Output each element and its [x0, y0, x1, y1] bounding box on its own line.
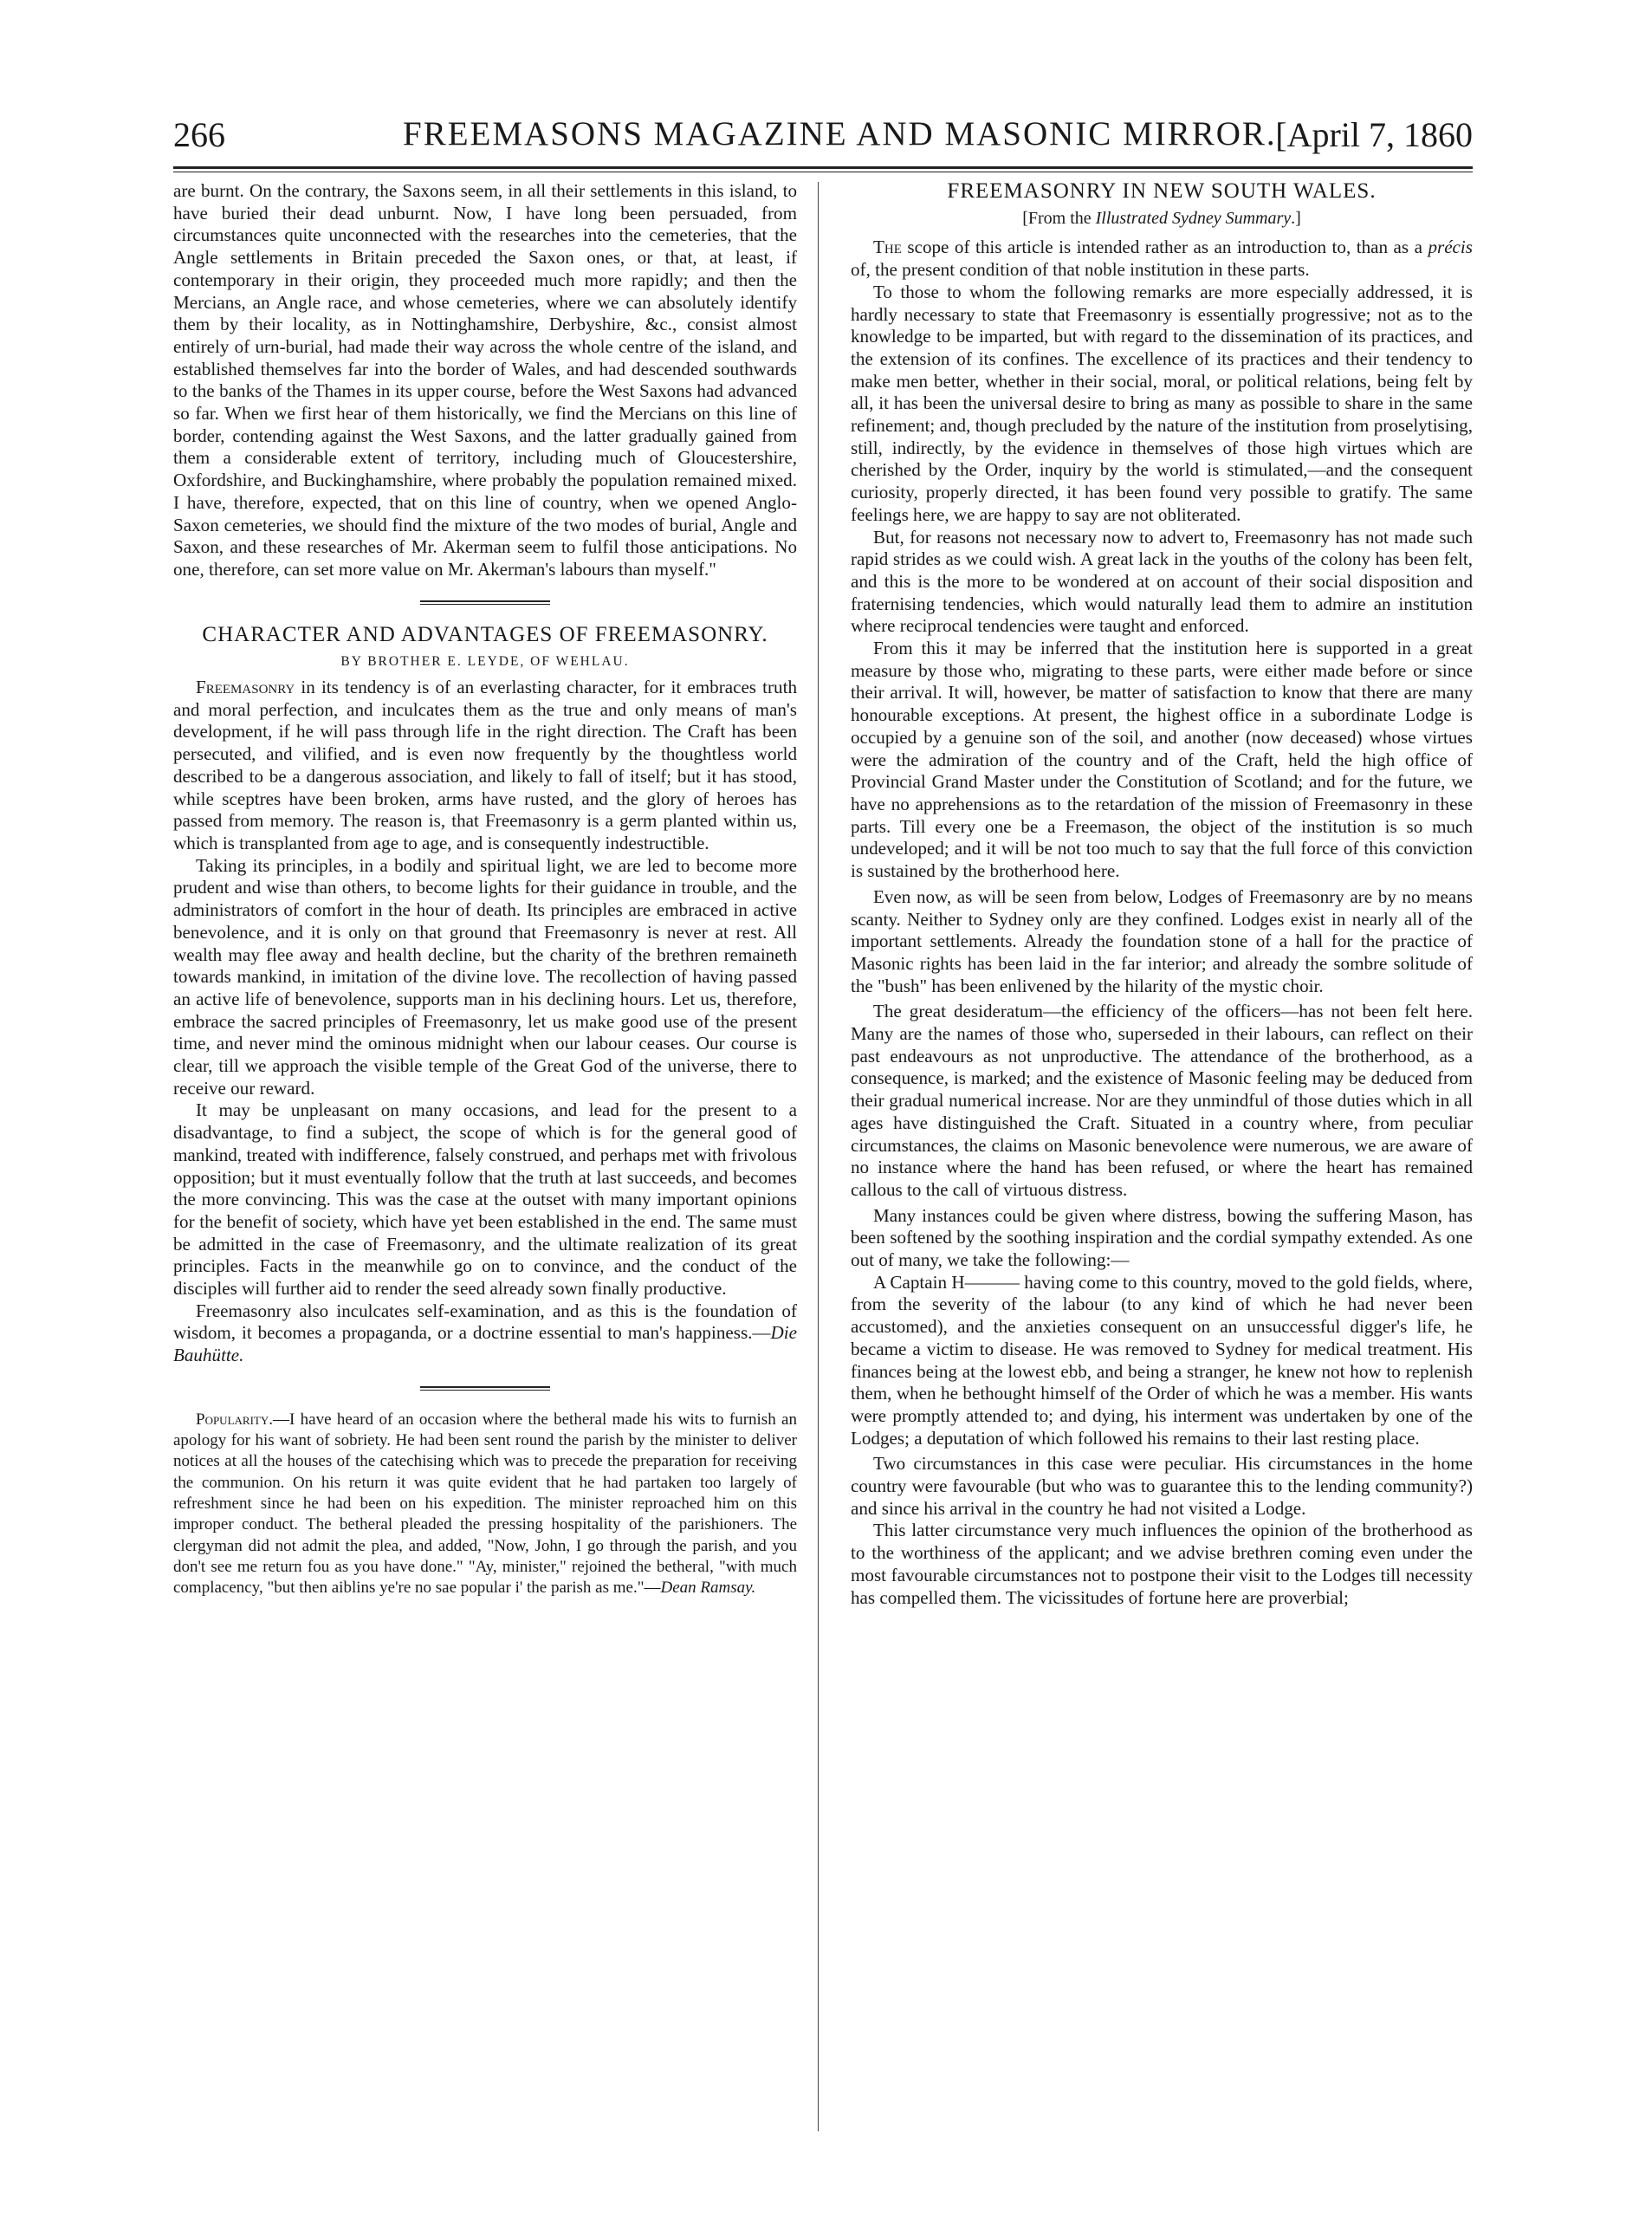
- article-source: [From the Illustrated Sydney Summary.]: [1022, 208, 1301, 228]
- signature: Die Bauhütte.: [173, 1322, 797, 1366]
- article-paragraph: This latter circumstance very much influences the opinion of the brotherhood as to the worthiness of the applicant; and we advise brethren coming even under the most favourable circumstances not to postpone their visit to the Lodges till necessity has compelled them. The vicissitudes of fortune here are proverbial;: [851, 1520, 1473, 1608]
- article-paragraph: Two circumstances in this case were peculiar. His circumstances in the home country were favourable (but who was to guarantee this to the lending community?) and since his arrival in the country he had not visited a Lodge.: [851, 1453, 1473, 1519]
- article-paragraph: Many instances could be given where distress, bowing the suffering Mason, has been softened by the soothing inspiration and the cordial sympathy extended. As one out of many, we take the following:—: [851, 1204, 1473, 1271]
- article-heading: FREEMASONRY IN NEW SOUTH WALES.: [947, 179, 1377, 203]
- anecdote-lead: Popularity.: [196, 1410, 273, 1429]
- article-paragraph: The great desideratum—the efficiency of the officers—has not been felt here. Many are the names of those who, superseded in their labours, can reflect on their past endeavours as not unproductive. The attendance of the brotherhood, as a consequence, is marked; and the existence of Masonic feeling may be deduced from their gradual numerical increase. Nor are they unmindful of those duties which in all ages have distinguished the Craft. Situated in a country where, from peculiar circumstances, the claims on Masonic benevolence were numerous, we are aware of no instance where the hand has been refused, or where the heart has remained callous to the call of virtuous distress.: [851, 1001, 1473, 1200]
- article-paragraph: From this it may be inferred that the institution here is supported in a great measure by those who, migrating to these parts, were either made before or since their arrival. It will, however, be matter of satisfaction to know that there are many honourable exceptions. At present, the highest office in a subordinate Lodge is occupied by a genuine son of the soil, and another (now deceased) whose virtues were the admiration of the country and of the Craft, held the high office of Provincial Grand Master under the Constitution of Scotland; and for the future, we have no apprehensions as to the retardation of the mission of Freemasonry in these parts. Till every one be a Freemason, the object of the institution is so much undeveloped; and it will be not too much to say that the full force of this conviction is sustained by the brotherhood here.: [851, 638, 1473, 882]
- continued-paragraph: are burnt. On the contrary, the Saxons seem, in all their settlements in this island, to have buried their dead unburnt. Now, I have long been persuaded, from circumstances quite unconnected with the researches into the cemeteries, that the Angle settlements in Britain preceded the Saxon ones, or that, at least, if contemporary in their origin, they proceeded much more rapidly; and then the Mercians, an Angle race, and whose cemeteries, where we can absolutely identify them by their locality, as in Nottinghamshire, Derbyshire, &c., consist almost entirely of urn-burial, had made their way across the whole centre of the island, and established themselves far into the border of Wales, and had descended southwards to the banks of the Thames in its upper course, before the West Saxons had advanced so far. When we first hear of them historically, we find the Mercians on this line of border, contending against the West Saxons, and the latter gradually gained from them a considerable extent of territory, including much of Gloucestershire, Oxfordshire, and Buckinghamshire, where probably the population remained mixed. I have, therefore, expected, that on this line of country, when we opened Anglo-Saxon cemeteries, we should find the mixture of the two modes of burial, Angle and Saxon, and these researches of Mr. Akerman seem to fulfil those anticipations. No one, therefore, can set more value on Mr. Akerman's labours than myself.": [173, 180, 797, 580]
- masthead-rule: [173, 166, 1473, 172]
- page-number: 266: [173, 115, 225, 154]
- article-heading: CHARACTER AND ADVANTAGES OF FREEMASONRY.: [202, 622, 768, 646]
- source-title: Illustrated Sydney Summary: [1095, 208, 1292, 228]
- article-paragraph: It may be unpleasant on many occasions, and lead for the present to a disadvantage, to find a subject, the scope of which is for the general good of mankind, treated with indifference, falsely construed, and perhaps met with frivolous opposition; but it must eventually follow that the truth at last succeeds, and becomes the more convincing. This was the case at the outset with many important opinions for the benefit of society, which have yet been established in the end. The same must be admitted in the case of Freemasonry, and the ultimate realization of its great principles. Facts in the meanwhile go on to convince, and the conduct of the disciples will further aid to render the seed already sown finally productive.: [173, 1099, 797, 1300]
- left-column: [173, 180, 797, 1599]
- article-paragraph: Taking its principles, in a bodily and spiritual light, we are led to become more prudent and wise than others, to become lights for their guidance in trouble, and the administrators of comfort in the hour of death. Its principles are embraced in active benevolence, and it is only on that ground that Freemasonry is never at rest. All wealth may flee away and health decline, but the charity of the brethren remaineth towards mankind, in imitation of the divine love. The recollection of having passed an active life of benevolence, supports man in his declining hours. Let us, therefore, embrace the sacred principles of Freemasonry, let us make good use of the present time, and never mind the ominous midnight when our labour ceases. Our course is clear, till we approach the visible temple of the Great God of the universe, there to receive our reward.: [173, 854, 797, 1099]
- drop-lead: Freemasonry: [196, 677, 295, 698]
- right-column: [851, 180, 1473, 1609]
- drop-lead: The: [873, 237, 902, 258]
- article-paragraph: Freemasonry in its tendency is of an everlasting character, for it embraces truth and moral perfection, and inculcates them as the true and only means of man's development, if he will pass through life in the right direction. The Craft has been persecuted, and vilified, and is even now frequently by the thoughtless world described to be a dangerous association, and likely to fall of itself; but it has stood, while sceptres have been broken, arms have rusted, and the glory of heroes has passed from memory. The reason is, that Freemasonry is a germ planted within us, which is transplanted from age to age, and is consequently indestructible.: [173, 677, 797, 853]
- article-paragraph: Freemasonry also inculcates self-examination, and as this is the foundation of wisdom, it becomes a propaganda, or a doctrine essential to man's happiness.—Die Bauhütte.: [173, 1300, 797, 1366]
- section-divider: [420, 600, 550, 605]
- section-divider: [420, 1386, 550, 1391]
- signature: Dean Ramsay.: [660, 1579, 756, 1598]
- article-paragraph: But, for reasons not necessary now to advert to, Freemasonry has not made such rapid strides as we could wish. A great lack in the youths of the colony has been felt, and this is the more to be wondered at on account of their social disposition and fraternising tendencies, which would naturally lead them to admire an institution where reciprocal tendencies were taught and enforced.: [851, 526, 1473, 637]
- article-paragraph: Even now, as will be seen from below, Lodges of Freemasonry are by no means scanty. Neither to Sydney only are they confined. Lodges exist in nearly all of the important settlements. Already the foundation stone of a hall for the practice of Masonic rights has been laid in the far interior; and already the sombre solitude of the "bush" has been enlivened by the hilarity of the mystic choir.: [851, 885, 1473, 996]
- article-paragraph: A Captain H——— having come to this country, moved to the gold fields, where, from the severity of the labour (to any kind of which he had never been accustomed), and the anxieties consequent on an unsuccessful digger's life, he became a victim to disease. He was removed to Sydney for medical treatment. His finances being at the lowest ebb, and being a stranger, he knew not how to replenish them, when he bethought himself of the Order of which he was a member. His wants were promptly attended to; and dying, his interment was undertaken by one of the Lodges; a deputation of which followed his remains to their last resting place.: [851, 1271, 1473, 1449]
- issue-date: [April 7, 1860: [1275, 115, 1473, 154]
- anecdote-paragraph: Popularity.—I have heard of an occasion where the betheral made his wits to furnish an apology for his want of sobriety. He had been sent round the parish by the minister to deliver notices at all the houses of the catechising which was to precede the preparation for receiving the communion. On his return it was quite evident that he had partaken too largely of refreshment since he had been on his expedition. The minister reproached him on this improper conduct. The betheral pleaded the pressing hospitality of the parishioners. The clergyman did not admit the plea, and added, "Now, John, I go through the parish, and you don't see me return fou as you have done." "Ay, minister," rejoined the betheral, "with much complacency, "but then aiblins ye're no sae popular i' the parish as me."—Dean Ramsay.: [173, 1410, 797, 1598]
- column-divider: [818, 182, 819, 2131]
- magazine-title: FREEMASONS MAGAZINE AND MASONIC MIRROR.: [403, 115, 1277, 152]
- article-paragraph: To those to whom the following remarks are more especially addressed, it is hardly necessary to state that Freemasonry is essentially progressive; not as to the knowledge to be imparted, but with regard to the dissemination of its practices, and the extension of its confines. The excellence of its practices and their tendency to make men better, whether in their social, moral, or political relations, being felt by all, it has been the universal desire to bring as many as possible to share in the same refinement; and, though precluded by the nature of the institution from proselytising, still, indirectly, by the evidence in themselves of those high virtues which are cherished by the Order, inquiry by the world is stimulated,—and the consequent curiosity, properly directed, it has been found very possible to gratify. The same feelings here, we are happy to say are not obliterated.: [851, 281, 1473, 525]
- masthead: [173, 114, 1473, 163]
- article-byline: BY BROTHER E. LEYDE, OF WEHLAU.: [340, 654, 630, 670]
- article-paragraph: The scope of this article is intended rather as an introduction to, than as a précis of, the present condition of that noble institution in these parts.: [851, 237, 1473, 281]
